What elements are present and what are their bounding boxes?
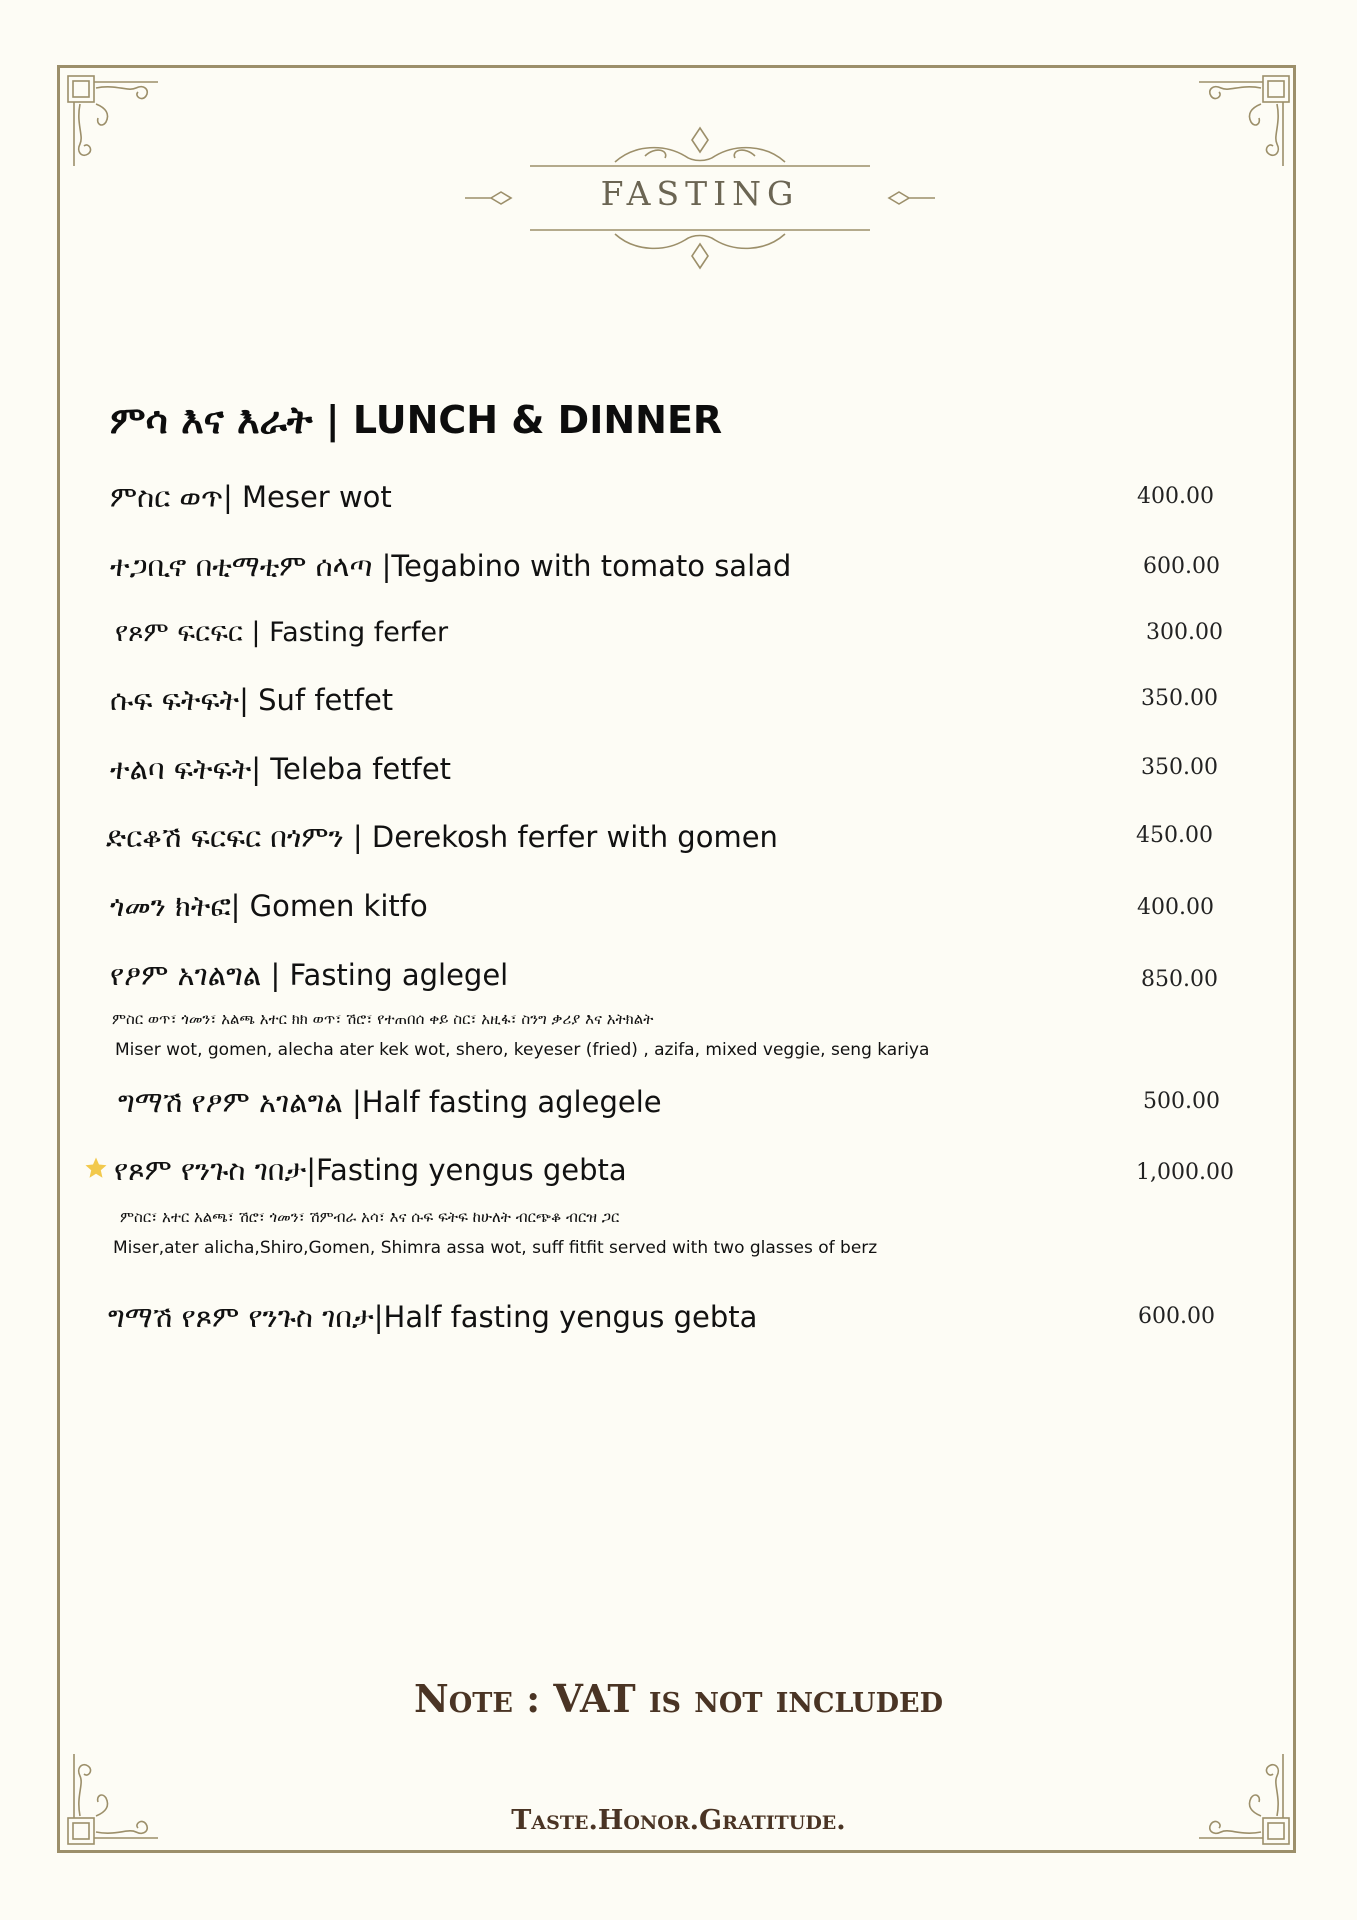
menu-item-price: 600.00: [1143, 554, 1220, 579]
menu-item-name: ተልባ ፍትፍት| Teleba fetfet: [110, 752, 452, 786]
page-title: FASTING: [600, 174, 800, 213]
menu-item-price: 1,000.00: [1136, 1160, 1234, 1185]
menu-item-name: ምስር ወጥ| Meser wot: [110, 480, 392, 514]
menu-item-description: Miser wot, gomen, alecha ater kek wot, shero, keyeser (fried) , azifa, mixed veggie, seng kariya: [115, 1040, 930, 1060]
menu-item-price: 400.00: [1137, 484, 1214, 509]
menu-item-description-amharic: ምስር፣ አተር አልጫ፣ ሽሮ፣ ጎመን፣ ሽምብራ አሳ፣ እና ሱፍ ፍትፍ ከሁለት ብርጭቆ ብርዝ ጋር: [120, 1208, 620, 1226]
menu-item-name: ድርቆሽ ፍርፍር በጎምን | Derekosh ferfer with gomen: [106, 820, 778, 854]
star-icon: [84, 1156, 108, 1180]
corner-ornament-icon: [66, 74, 161, 169]
menu-item-price: 500.00: [1143, 1089, 1220, 1114]
menu-item-name: ጎመን ክትፎ| Gomen kitfo: [110, 889, 428, 923]
menu-item-price: 850.00: [1141, 967, 1218, 992]
menu-item-name: ግማሽ የጾም የንጉስ ገበታ|Half fasting yengus gebta: [108, 1300, 758, 1334]
menu-item-name: ግማሽ የፆም አገልግል |Half fasting aglegele: [118, 1085, 662, 1119]
menu-item-name: የጾም ፍርፍር | Fasting ferfer: [115, 617, 449, 648]
menu-item-name: ሱፍ ፍትፍት| Suf fetfet: [110, 683, 394, 717]
section-title: ምሳ እና እራት | LUNCH & DINNER: [110, 398, 723, 442]
menu-item-description-amharic: ምስር ወጥ፣ ጎመን፣ አልጫ አተር ክክ ወጥ፣ ሽሮ፣ የተጠበሰ ቀይ ስር፣ አዚፋ፣ ስንግ ቃሪያ እና አትክልት: [112, 1010, 654, 1028]
menu-item-name: የጾም የንጉስ ገበታ|Fasting yengus gebta: [114, 1153, 627, 1187]
corner-ornament-icon: [1196, 74, 1291, 169]
menu-item-price: 400.00: [1137, 895, 1214, 920]
menu-item-name: የፆም አገልግል | Fasting aglegel: [110, 958, 509, 992]
menu-item-price: 450.00: [1136, 823, 1213, 848]
menu-item-price: 350.00: [1141, 686, 1218, 711]
menu-item-price: 300.00: [1146, 620, 1223, 645]
menu-item-description: Miser,ater alicha,Shiro,Gomen, Shimra assa wot, suff fitfit served with two glasses of berz: [113, 1238, 878, 1258]
tagline: Taste.Honor.Gratitude.: [511, 1805, 846, 1836]
menu-item-price: 350.00: [1141, 755, 1218, 780]
vat-note: Note : VAT is not included: [414, 1676, 943, 1721]
menu-item-name: ተጋቢኖ በቲማቲም ሰላጣ |Tegabino with tomato salad: [110, 549, 792, 583]
menu-item-price: 600.00: [1138, 1304, 1215, 1329]
